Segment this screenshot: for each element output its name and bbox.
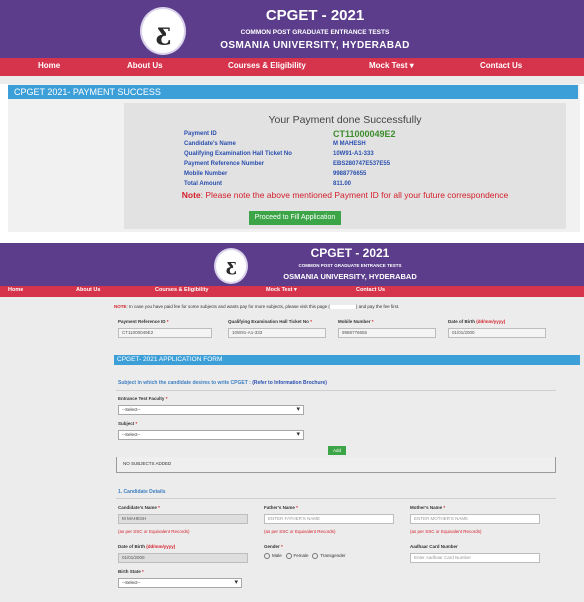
payment-ref-value: EBS280747E537E55 (333, 161, 391, 167)
nav-about-us[interactable]: About Us (127, 61, 163, 70)
amount-value: 811.00 (333, 181, 352, 187)
proceed-button[interactable]: Proceed to Fill Application (249, 211, 341, 225)
fee-note-text-1: : In case you have paid fee for some subjects and wants pay for more subjects, please visit this page ( (126, 304, 330, 309)
fee-page-link[interactable] (330, 305, 356, 309)
brochure-link[interactable]: (Refer to Information Brochure) (252, 380, 327, 386)
university-logo-2: ƹ (214, 248, 248, 284)
subjects-table (116, 457, 556, 473)
application-form-title: CPGET- 2021 APPLICATION FORM (117, 356, 223, 363)
note-label: Note (181, 190, 201, 200)
dob-label: Date of Birth (dd/mm/yyyy) (118, 544, 176, 549)
subjects-divider (116, 390, 556, 391)
note-text: : Please note the above mentioned Payment ID for all your future correspondence (200, 190, 509, 200)
nav-courses-2[interactable]: Courses & Eligibility (155, 287, 209, 293)
mobile-label: Mobile Number (184, 171, 228, 177)
nav-about-us-2[interactable]: About Us (76, 287, 101, 293)
gender-female-radio[interactable]: Female (286, 553, 309, 558)
header-shadow (0, 76, 584, 84)
subject-select[interactable]: --Select-- ▾ (118, 430, 304, 440)
birth-state-label: Birth State * (118, 569, 144, 574)
father-name-label: Father's Name * (264, 505, 298, 510)
subjects-heading: Subject in which the candidate desires to write CPGET : (Refer to Information Brochure) (118, 380, 327, 386)
birth-state-select[interactable]: --Select-- ▾ (118, 578, 242, 588)
fee-note-text-2: ) and pay the fee first. (355, 304, 400, 309)
candidate-name-field[interactable]: M MAHESH (118, 514, 248, 524)
nav-contact-us-2[interactable]: Contact Us (356, 287, 386, 293)
mother-name-label: Mother's Name * (410, 505, 446, 510)
faculty-select[interactable]: --Select-- ▾ (118, 405, 304, 415)
father-name-hint: (as per SSC or Equivalent Records) (264, 529, 336, 534)
university-name-2: OSMANIA UNIVERSITY, HYDERABAD (283, 272, 417, 281)
nav-mock-test-2[interactable]: Mock Test ▾ (266, 287, 297, 293)
main-nav-2 (0, 286, 584, 297)
gender-male-radio[interactable]: Male (264, 553, 282, 558)
success-message: Your Payment done Successfully (268, 114, 422, 126)
payment-ref-id-label: Payment Reference ID * (118, 319, 169, 324)
section-title: CPGET 2021- PAYMENT SUCCESS (14, 87, 161, 97)
hall-ticket-field[interactable]: 10W91-A1-333 (228, 328, 326, 338)
payment-id-value: CT11000049E2 (333, 129, 396, 139)
details-divider (116, 498, 556, 499)
gender-options (264, 553, 346, 559)
university-logo: ƹ (140, 7, 186, 55)
main-nav (0, 58, 584, 76)
candidate-name-value: M MAHESH (333, 141, 366, 147)
mother-name-field[interactable]: ENTER MOTHER'S NAME (410, 514, 540, 524)
candidate-name-hint: (as per SSC or Equivalent Records) (118, 529, 190, 534)
site-title: CPGET - 2021 (265, 7, 365, 24)
amount-label: Total Amount (184, 181, 222, 187)
mobile-label-2: Mobile Number * (338, 319, 374, 324)
application-form-bar (114, 355, 580, 365)
mobile-field[interactable]: 9988776655 (338, 328, 436, 338)
nav-contact-us[interactable]: Contact Us (480, 61, 523, 70)
gender-label: Gender * (264, 544, 283, 549)
candidate-details-heading: 1. Candidate Details (118, 489, 166, 495)
faculty-label: Entrance Test Faculty * (118, 396, 168, 401)
gender-transgender-radio[interactable]: Transgender (312, 553, 345, 558)
payment-ref-label: Payment Reference Number (184, 161, 265, 167)
nav-courses[interactable]: Courses & Eligibility (228, 61, 306, 70)
dob-field-top[interactable]: 01/01/2000 (448, 328, 546, 338)
fee-note (114, 304, 574, 309)
candidate-name-label-2: Candidate's Name * (118, 505, 160, 510)
dob-label-top: Date of Birth (dd/mm/yyyy) (448, 319, 506, 324)
mobile-value: 9988776655 (333, 171, 367, 177)
site-subtitle-2: COMMON POST GRADUATE ENTRANCE TESTS (298, 263, 402, 268)
dob-field[interactable]: 01/01/2000 (118, 553, 248, 563)
no-subjects-text: NO SUBJECTS ADDED (123, 461, 172, 466)
nav-home-2[interactable]: Home (8, 287, 24, 293)
hall-ticket-label-2: Qualifying Examination Hall Ticket No * (228, 319, 312, 324)
site-subtitle: COMMON POST GRADUATE ENTRANCE TESTS (240, 29, 390, 36)
hall-ticket-value: 10W91-A1-333 (333, 151, 374, 157)
add-subject-button[interactable]: Add (328, 446, 346, 455)
subject-label: Subject * (118, 421, 138, 426)
screenshot-divider (0, 233, 584, 243)
payment-ref-id-field[interactable]: CT11000049E2 (118, 328, 212, 338)
father-name-field[interactable]: ENTER FATHER'S NAME (264, 514, 394, 524)
nav-mock-test[interactable]: Mock Test ▾ (369, 61, 414, 70)
hall-ticket-label: Qualifying Examination Hall Ticket No (184, 151, 292, 157)
mother-name-hint: (as per SSC or Equivalent Records) (410, 529, 482, 534)
nav-home[interactable]: Home (38, 61, 61, 70)
candidate-name-label: Candidate's Name (184, 141, 236, 147)
site-title-2: CPGET - 2021 (310, 246, 390, 260)
aadhaar-field[interactable]: Enter Aadhaar Card Number (410, 553, 540, 563)
aadhaar-label: Aadhaar Card Number (410, 544, 458, 549)
payment-id-label: Payment ID (184, 131, 217, 137)
payment-note (124, 190, 566, 200)
fee-note-label: NOTE (114, 304, 127, 309)
section-title-bar (8, 85, 578, 99)
university-name: OSMANIA UNIVERSITY, HYDERABAD (220, 40, 410, 51)
